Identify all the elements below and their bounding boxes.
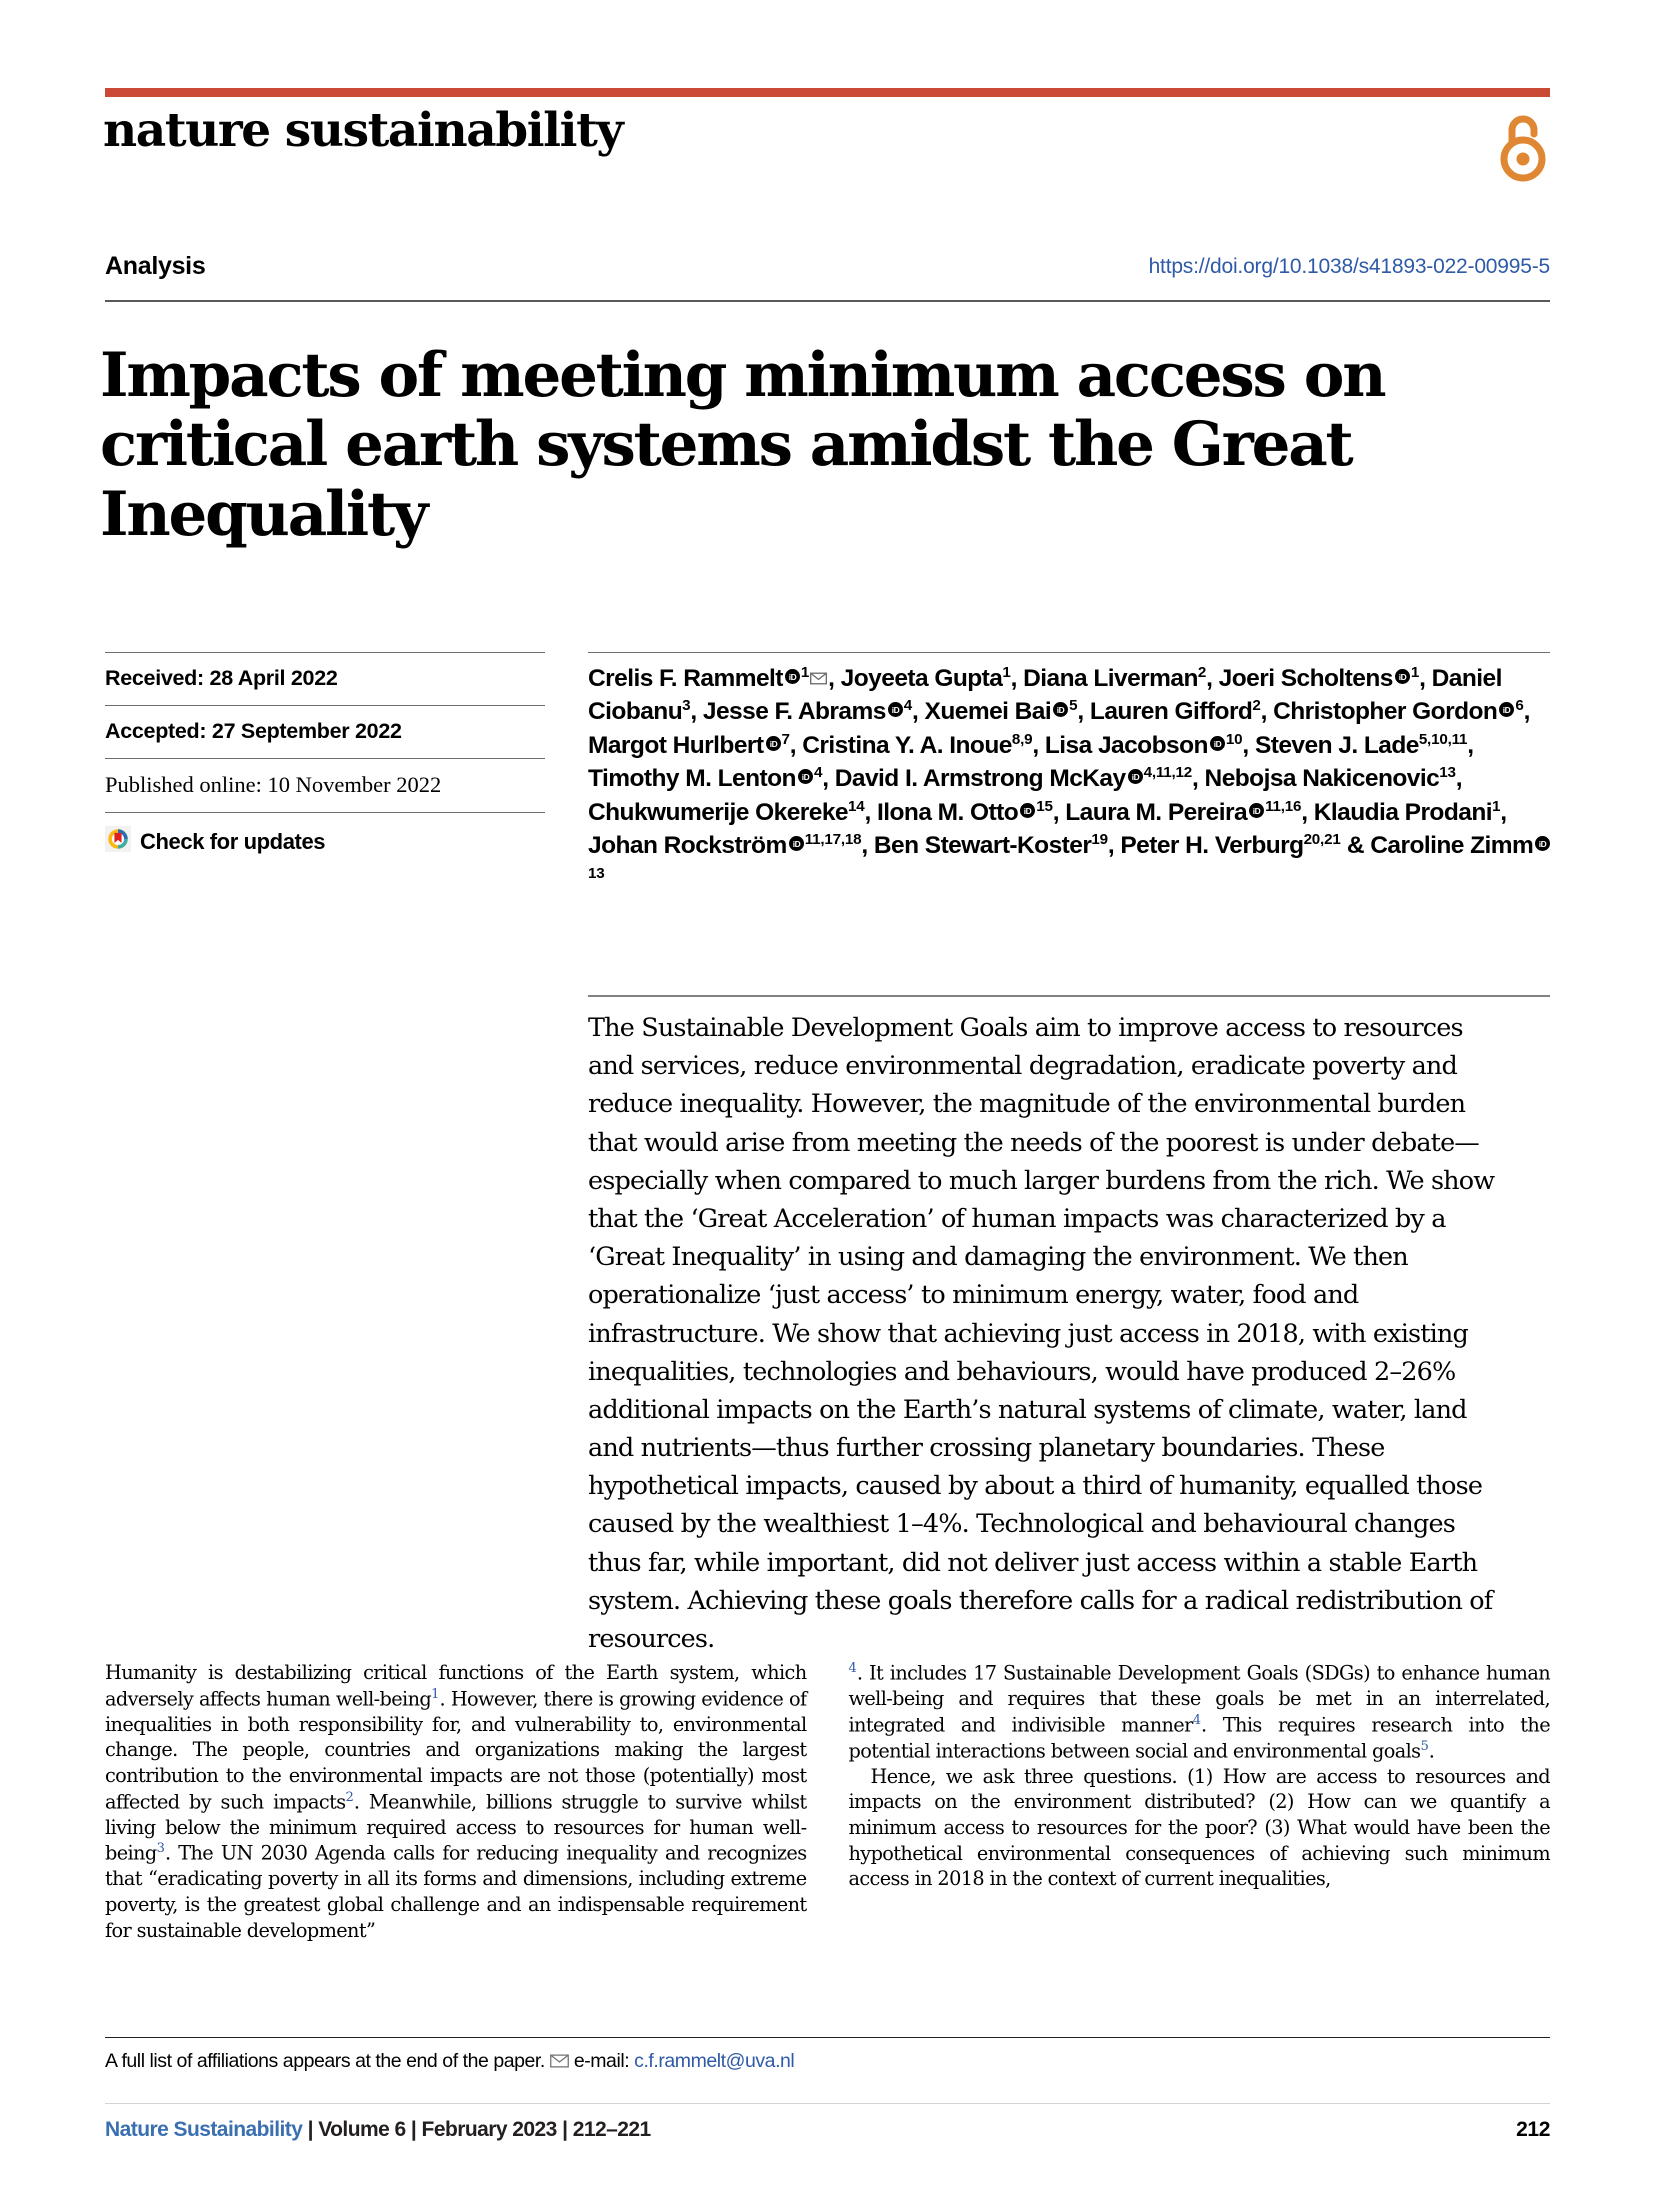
reference-marker[interactable]: 4 (1192, 1712, 1202, 1728)
page-footer (105, 2118, 1550, 2142)
author-name: Margot Hurlbert (588, 731, 764, 759)
author-name: Diana Liverman (1023, 665, 1198, 692)
corresponding-email-link[interactable]: c.f.rammelt@uva.nl (634, 2050, 795, 2072)
affiliation-marker: 4,11,12 (1143, 764, 1193, 782)
svg-text:iD: iD (1024, 805, 1032, 816)
author-name: Lauren Gifford (1089, 698, 1253, 726)
svg-text:iD: iD (1056, 705, 1065, 716)
affiliation-marker: 2 (1252, 697, 1261, 715)
affiliation-marker: 11,17,18 (804, 831, 862, 849)
reference-marker[interactable]: 4 (848, 1661, 857, 1676)
svg-text:iD: iD (1131, 772, 1139, 783)
author-name: Timothy M. Lenton (588, 765, 796, 793)
check-for-updates-button[interactable] (105, 813, 545, 857)
author-name: Christopher Gordon (1273, 698, 1498, 726)
svg-text:iD: iD (788, 671, 797, 682)
paragraph: Hence, we ask three questions. (1) How are access to resources and impacts on the environment distributed? (2) How can we quantify a minimum access to resources for the poor? (3) What would have been the hypothetical environmental consequences of achieving such minimum access in 2018 in the context of current inequalities, (848, 1764, 1550, 1891)
svg-text:iD: iD (769, 738, 777, 749)
affiliation-marker: 1 (1410, 663, 1420, 681)
author-name: Chukwumerije Okereke (588, 798, 848, 826)
affiliation-marker: 10 (1225, 730, 1243, 748)
paragraph (849, 1660, 1551, 1764)
affiliation-marker: 13 (588, 864, 605, 882)
affiliation-marker: 2 (1197, 663, 1207, 681)
journal-logo: nature sustainability (103, 103, 623, 158)
affiliation-marker: 14 (847, 797, 865, 815)
published-date: Published online: 10 November 2022 (105, 772, 442, 797)
affiliation-marker: 7 (781, 730, 790, 748)
body-column-right (849, 1660, 1551, 1943)
orcid-icon[interactable] (796, 765, 814, 792)
text: . The UN 2030 Agenda calls for reducing inequality and recognizes that “eradicating poverty in all its forms and dimensions, including extreme poverty, is the greatest global challenge and an indispensable requirement for sustainable development” (105, 1841, 807, 1942)
body-columns (105, 1660, 1550, 1943)
masthead-rule (105, 88, 1550, 97)
orcid-icon[interactable] (1126, 765, 1144, 792)
author-name: Ilona M. Otto (877, 798, 1019, 826)
svg-text:iD: iD (1398, 671, 1407, 682)
author-name: Peter H. Verburg (1120, 832, 1304, 860)
author-name: Joyeeta Gupta (840, 665, 1003, 692)
svg-text:iD: iD (1503, 705, 1511, 716)
page-title: Impacts of meeting minimum access on critical earth systems amidst the Great Inequality (100, 339, 1385, 550)
kicker-row (105, 252, 1550, 292)
envelope-icon (550, 2050, 574, 2072)
author-name: Jesse F. Abrams (702, 698, 886, 726)
orcid-icon[interactable] (1051, 698, 1069, 725)
text: . Meanwhile, billions struggle to survive whilst living below the minimum required access to resources for human well-being (105, 1789, 807, 1865)
check-for-updates-label: Check for updates (140, 828, 326, 854)
svg-text:iD: iD (792, 839, 800, 850)
abstract-divider (588, 995, 1550, 997)
author-name: Daniel Ciobanu (588, 665, 1502, 726)
orcid-icon[interactable] (764, 732, 782, 759)
affiliation-marker: 15 (1036, 797, 1053, 815)
affiliation-marker: 5 (1069, 697, 1078, 715)
email-label: e-mail: (573, 2050, 630, 2072)
affiliation-marker: 1 (800, 663, 810, 681)
text: Humanity is destabilizing critical functions of the Earth system, which adversely affects human well-being (105, 1661, 807, 1711)
reference-marker[interactable]: 3 (156, 1841, 165, 1857)
orcid-icon[interactable] (886, 698, 904, 725)
svg-text:iD: iD (1252, 805, 1261, 816)
affiliation-marker: 6 (1515, 697, 1524, 715)
affiliation-marker: 1 (1492, 797, 1501, 815)
orcid-icon[interactable] (1208, 732, 1226, 759)
affiliation-marker: 1 (1002, 663, 1011, 681)
footnote-divider (105, 2037, 1550, 2038)
svg-text:iD: iD (891, 705, 899, 716)
footer-citation (105, 2118, 651, 2142)
author-name: Johan Rockström (588, 832, 787, 860)
affiliation-marker: 5,10,11 (1418, 730, 1468, 748)
reference-marker[interactable]: 1 (431, 1686, 440, 1702)
author-name: Steven J. Lade (1254, 731, 1419, 759)
affiliation-marker: 11,16 (1265, 797, 1302, 815)
footer-volume-info: | Volume 6 | February 2023 | 212–221 (302, 2118, 651, 2141)
body-column-left (105, 1660, 807, 1943)
affiliation-marker: 8,9 (1011, 730, 1033, 748)
authors-divider (588, 652, 1550, 653)
doi-link[interactable]: https://doi.org/10.1038/s41893-022-00995-5 (1148, 255, 1550, 278)
orcid-icon[interactable] (1497, 698, 1515, 725)
affiliation-marker: 13 (1439, 764, 1456, 782)
received-date: Received: 28 April 2022 (105, 666, 338, 690)
crossmark-icon (105, 826, 131, 857)
author-name: Xuemei Bai (924, 698, 1052, 726)
affiliation-marker: 3 (682, 697, 691, 715)
reference-marker[interactable]: 2 (345, 1789, 354, 1805)
orcid-icon[interactable] (1247, 799, 1265, 826)
author-name: Nebojsa Nakicenovic (1204, 765, 1440, 793)
orcid-icon[interactable] (1533, 832, 1551, 859)
svg-text:iD: iD (801, 772, 810, 783)
footer-journal-name: Nature Sustainability (105, 2118, 303, 2141)
affiliation-marker: 20,21 (1303, 831, 1341, 849)
header-divider (105, 300, 1550, 302)
affiliations-footnote (105, 2050, 794, 2073)
corresponding-author-envelope-icon[interactable] (809, 665, 828, 692)
orcid-icon[interactable] (787, 832, 805, 859)
abstract-text: The Sustainable Development Goals aim to improve access to resources and services, reduce environmental degradation, eradicate poverty and reduce inequality. However, the magnitude of the environmental burden that would arise from meeting the needs of the poorest is under debate—especially when compared to much larger burdens from the rich. We show that the ‘Great Acceleration’ of human impacts was characterized by a ‘Great Inequality’ in using and damaging the environment. We then operationalize ‘just access’ to minimum energy, water, food and infrastructure. We show that achieving just access in 2018, with existing inequalities, technologies and behaviours, would have produced 2–26% additional impacts on the Earth’s natural systems of climate, water, land and nutrients—thus further crossing planetary boundaries. These hypothetical impacts, caused by about a third of humanity, equalled those caused by the wealthiest 1–4%. Technological and behavioural changes thus far, while important, did not deliver just access within a stable Earth system. Achieving these goals therefore calls for a radical redistribution of resources. (588, 1013, 1495, 1654)
text: . This requires research into the potential interactions between social and environmental goals (848, 1713, 1550, 1763)
affiliation-marker: 19 (1091, 831, 1108, 849)
text: . (1428, 1739, 1435, 1763)
article-dates-panel (105, 652, 545, 857)
orcid-icon[interactable] (783, 665, 801, 692)
page-number: 212 (1516, 2118, 1550, 2141)
author-list: Crelis F. Rammelt iD $^1$ , Joyeeta Gupta$^1$, Diana Liverman$^2$, Joeri Scholtens iD $^1$, Daniel Ciobanu$^3$, Jesse F. Abrams iD $^4$, Xuemei Bai iD $^5$, Lauren Gifford$^2$, Christopher Gordon iD $^6$, Margot Hurlbert iD $^7$, Cristina Y. A. Inoue$^{8,9}$, Lisa Jacobson iD $^{10}$, Steven J. Lade$^{5,10,11}$, Timothy M. Lenton iD $^4$, David I. Armstrong McKay iD $^{4,11,12}$, Nebojsa Nakicenovic$^{13}$, Chukwumerije Okereke$^{14}$, Ilona M. Otto iD $^{15}$, Laura M. Pereira iD $^{11,16}$, Klaudia Prodani$^1$, Johan Rockström iD $^{11,17,18}$, Ben Stewart-Koster$^{19}$, Peter H. Verburg$^{20,21}$ & Caroline Zimm iD $^{13}$ (588, 662, 1563, 896)
svg-text:iD: iD (1213, 738, 1222, 749)
author-name: Cristina Y. A. Inoue (802, 731, 1012, 759)
svg-text:iD: iD (1539, 839, 1547, 850)
paragraph (105, 1660, 807, 1943)
text: . It includes 17 Sustainable Development Goals (SDGs) to enhance human well-being and requires that these goals be met in an interrelated, integrated and indivisible manner (848, 1661, 1550, 1737)
article-type-kicker: Analysis (105, 252, 206, 280)
affiliation-marker: 4 (813, 764, 823, 782)
author-name: Caroline Zimm (1370, 832, 1534, 860)
author-name: Klaudia Prodani (1313, 798, 1493, 826)
affiliation-marker: 4 (903, 697, 913, 715)
orcid-icon[interactable] (1393, 665, 1411, 692)
author-name: Crelis F. Rammelt (588, 665, 783, 692)
author-name: David I. Armstrong McKay (834, 765, 1126, 793)
accepted-date: Accepted: 27 September 2022 (105, 719, 402, 743)
author-name: Ben Stewart-Koster (873, 832, 1092, 860)
author-name: Laura M. Pereira (1065, 798, 1248, 826)
affiliations-note: A full list of affiliations appears at the end of the paper. (105, 2050, 545, 2072)
author-name: Joeri Scholtens (1218, 665, 1393, 692)
orcid-icon[interactable] (1018, 799, 1036, 826)
author-name: Lisa Jacobson (1044, 731, 1208, 759)
open-access-unlocked-icon (1496, 112, 1550, 182)
page-footer-divider (105, 2103, 1550, 2104)
reference-marker[interactable]: 5 (1420, 1738, 1429, 1754)
text: . However, there is growing evidence of inequalities in both responsibility for, and vulnerability to, environmental change. The people, countries and organizations making the largest contribution to the environmental impacts are not those (potentially) most affected by such impacts (105, 1687, 807, 1813)
